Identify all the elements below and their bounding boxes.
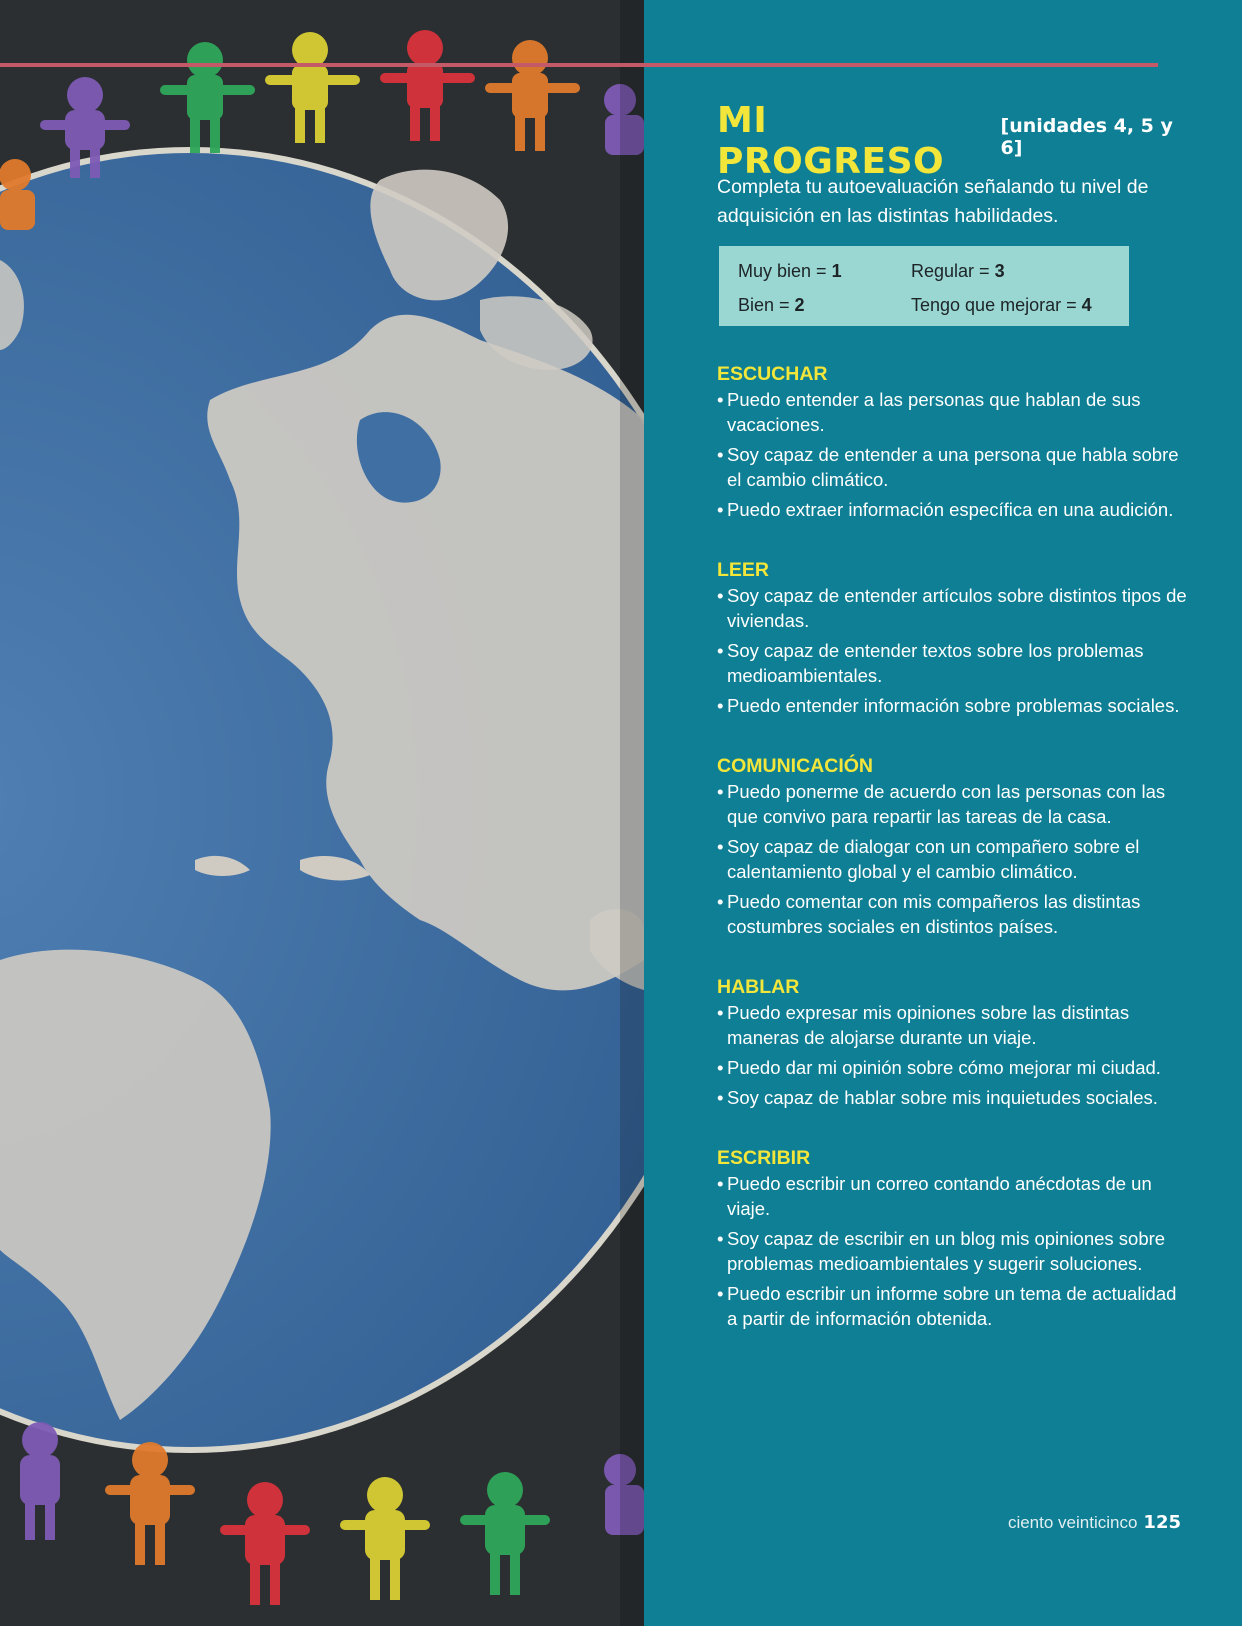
intro-text: Completa tu autoevaluación señalando tu nivel de adquisición en las distintas habilidades.	[717, 176, 1149, 227]
list-item: • Puedo entender a las personas que hablan de sus vacaciones.	[717, 387, 1187, 437]
section-title: ESCRIBIR	[717, 1147, 811, 1169]
list-item: • Puedo ponerme de acuerdo con las personas con las que convivo para repartir las tareas de la casa.	[717, 779, 1187, 829]
section-hablar	[717, 974, 1187, 1110]
rating-legend	[719, 246, 1129, 326]
list-item: • Soy capaz de entender artículos sobre distintos tipos de viviendas.	[717, 583, 1187, 633]
list-item: • Puedo expresar mis opiniones sobre las distintas maneras de alojarse durante un viaje.	[717, 1000, 1187, 1050]
page-title: MI PROGRESO	[717, 100, 945, 182]
progress-content	[717, 100, 1187, 1336]
section-comunicacion	[717, 753, 1187, 939]
list-item: • Puedo escribir un informe sobre un tema de actualidad a partir de información obtenida.	[717, 1281, 1187, 1331]
title-row	[717, 100, 1187, 182]
list-item: • Puedo escribir un correo contando anécdotas de un viaje.	[717, 1171, 1187, 1221]
legend-muy-bien: Muy bien = 1	[738, 261, 842, 281]
page-number-words: ciento veinticinco	[1007, 1513, 1138, 1532]
page-footer	[1008, 1512, 1181, 1533]
legend-regular: Regular = 3	[911, 261, 1005, 281]
section-escribir	[717, 1145, 1187, 1331]
list-item: • Soy capaz de escribir en un blog mis opiniones sobre problemas medioambientales y sugerir soluciones.	[717, 1226, 1187, 1276]
list-item: • Puedo extraer información específica en una audición.	[717, 497, 1187, 522]
section-title: COMUNICACIÓN	[717, 755, 873, 777]
section-leer	[717, 557, 1187, 718]
list-item: • Soy capaz de dialogar con un compañero sobre el calentamiento global y el cambio climático.	[717, 834, 1187, 884]
section-title: HABLAR	[717, 976, 800, 998]
page-number: 125	[1143, 1512, 1181, 1533]
list-item: • Soy capaz de entender a una persona que habla sobre el cambio climático.	[717, 442, 1187, 492]
list-item: • Puedo comentar con mis compañeros las distintas costumbres sociales en distintos países.	[717, 889, 1187, 939]
page-subtitle: [unidades 4, 5 y 6]	[1000, 115, 1173, 159]
section-escuchar	[717, 361, 1187, 522]
legend-bien: Bien = 2	[738, 294, 805, 315]
section-title: LEER	[717, 559, 770, 581]
list-item: • Soy capaz de entender textos sobre los problemas medioambientales.	[717, 638, 1187, 688]
list-item: • Soy capaz de hablar sobre mis inquietudes sociales.	[717, 1085, 1187, 1110]
list-item: • Puedo entender información sobre problemas sociales.	[717, 693, 1187, 718]
top-rule	[0, 63, 1158, 67]
list-item: • Puedo dar mi opinión sobre cómo mejorar mi ciudad.	[717, 1055, 1187, 1080]
section-title: ESCUCHAR	[717, 363, 828, 385]
legend-mejorar: Tengo que mejorar = 4	[911, 294, 1092, 315]
